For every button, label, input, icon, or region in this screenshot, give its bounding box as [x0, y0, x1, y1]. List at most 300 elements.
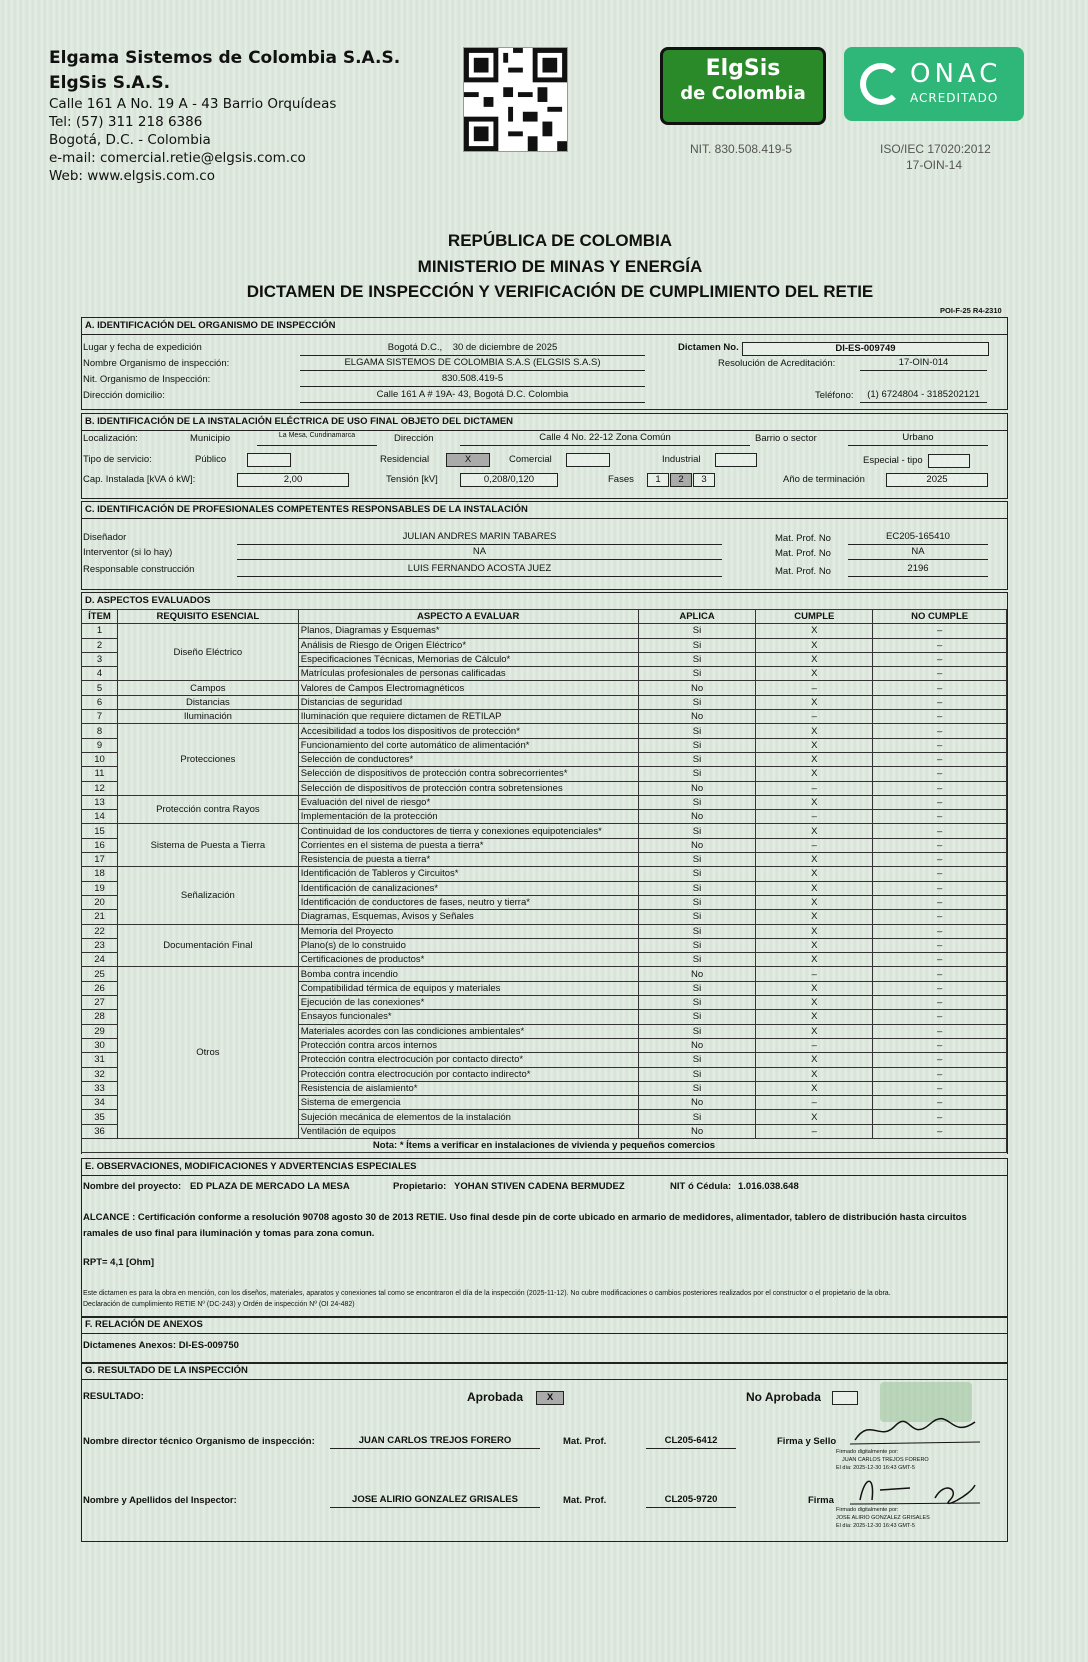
company-address: Calle 161 A No. 19 A - 43 Barrio Orquídeas — [49, 96, 337, 112]
field-proyecto: ED PLAZA DE MERCADO LA MESA — [190, 1181, 350, 1192]
onac-logo: ONAC ACREDITADO — [844, 47, 1024, 121]
field-interventor: NA — [237, 546, 722, 560]
title-dictamen: DICTAMEN DE INSPECCIÓN Y VERIFICACIÓN DE CUMPLIMIENTO DEL RETIE — [246, 282, 874, 301]
title-ministerio: MINISTERIO DE MINAS Y ENERGÍA — [417, 257, 703, 276]
field-mat-inspector: CL205-9720 — [646, 1494, 736, 1508]
signature-director-icon — [850, 1412, 980, 1450]
aspecto-cell: Iluminación que requiere dictamen de RETILAP — [298, 710, 638, 724]
digital-signature-inspector: Firmado digitalmente por: JOSE ALIRIO GONZALEZ GRISALES El día: 2025-12-30 16:43 GMT-5 — [836, 1507, 930, 1529]
aspecto-cell: Selección de dispositivos de protección contra sobretensiones — [298, 781, 638, 795]
cumple-cell: X — [756, 624, 873, 638]
row-item-number: 17 — [82, 853, 118, 867]
no-cumple-cell: – — [873, 1124, 1007, 1138]
nota-dictamen: Este dictamen es para la obra en mención, con los diseños, materiales, aparatos y conexiones tal como se encontraron el día de la inspección (2025-11-12). No cubre modificaciones o cambios posteriores realizados por el constructor o el propietario de la obra. — [83, 1290, 891, 1297]
cumple-cell: X — [756, 767, 873, 781]
no-cumple-cell: – — [873, 1010, 1007, 1024]
row-item-number: 34 — [82, 1096, 118, 1110]
row-item-number: 31 — [82, 1053, 118, 1067]
aspecto-cell: Diagramas, Esquemas, Avisos y Señales — [298, 910, 638, 924]
label-municipio: Municipio — [190, 433, 231, 444]
cumple-cell: X — [756, 795, 873, 809]
requisito-cell: Señalización — [117, 867, 298, 924]
cumple-cell: – — [756, 710, 873, 724]
label-direccion: Dirección — [394, 433, 434, 444]
aplica-cell: Si — [638, 981, 756, 995]
no-cumple-cell: – — [873, 652, 1007, 666]
field-nombre-org: ELGAMA SISTEMOS DE COLOMBIA S.A.S (ELGSIS S.A.S) — [300, 357, 645, 371]
no-cumple-cell: – — [873, 838, 1007, 852]
no-cumple-cell: – — [873, 738, 1007, 752]
aspecto-cell: Certificaciones de productos* — [298, 953, 638, 967]
aspecto-cell: Implementación de la protección — [298, 810, 638, 824]
row-item-number: 30 — [82, 1038, 118, 1052]
aspecto-cell: Resistencia de puesta a tierra* — [298, 853, 638, 867]
no-cumple-cell: – — [873, 1096, 1007, 1110]
field-inspector: JOSE ALIRIO GONZALEZ GRISALES — [330, 1494, 540, 1508]
fase-3: 3 — [693, 473, 715, 487]
cumple-cell: – — [756, 1124, 873, 1138]
field-anio: 2025 — [886, 473, 988, 487]
row-item-number: 9 — [82, 738, 118, 752]
field-responsable: LUIS FERNANDO ACOSTA JUEZ — [237, 563, 722, 577]
no-cumple-cell: – — [873, 695, 1007, 709]
aspecto-cell: Corrientes en el sistema de puesta a tierra* — [298, 838, 638, 852]
row-item-number: 33 — [82, 1081, 118, 1095]
aplica-cell: No — [638, 710, 756, 724]
aplica-cell: Si — [638, 910, 756, 924]
field-resolucion: 17-OIN-014 — [860, 357, 987, 371]
table-row — [82, 824, 1007, 838]
aspecto-cell: Materiales acordes con las condiciones ambientales* — [298, 1024, 638, 1038]
no-cumple-cell: – — [873, 1038, 1007, 1052]
no-cumple-cell: – — [873, 1053, 1007, 1067]
row-item-number: 23 — [82, 938, 118, 952]
no-cumple-cell: – — [873, 767, 1007, 781]
label-comercial: Comercial — [509, 454, 552, 465]
cumple-cell: X — [756, 667, 873, 681]
aspecto-cell: Evaluación del nivel de riesgo* — [298, 795, 638, 809]
nit-label: NIT. 830.508.419-5 — [690, 142, 793, 156]
no-cumple-cell: – — [873, 953, 1007, 967]
no-cumple-cell: – — [873, 1110, 1007, 1124]
checkbox-especial[interactable] — [928, 454, 970, 468]
aspecto-cell: Plano(s) de lo construido — [298, 938, 638, 952]
row-item-number: 5 — [82, 681, 118, 695]
row-item-number: 32 — [82, 1067, 118, 1081]
label-telefono: Teléfono: — [815, 390, 854, 401]
cumple-cell: – — [756, 1096, 873, 1110]
no-cumple-cell: – — [873, 667, 1007, 681]
row-item-number: 26 — [82, 981, 118, 995]
aplica-cell: Si — [638, 667, 756, 681]
row-item-number: 14 — [82, 810, 118, 824]
label-inspector: Nombre y Apellidos del Inspector: — [83, 1495, 237, 1506]
no-cumple-cell: – — [873, 1081, 1007, 1095]
row-item-number: 21 — [82, 910, 118, 924]
cumple-cell: X — [756, 1067, 873, 1081]
label-fases: Fases — [608, 474, 634, 485]
company-email: e-mail: comercial.retie@elgsis.com.co — [49, 150, 306, 166]
label-nombre-org: Nombre Organismo de inspección: — [83, 358, 230, 369]
row-item-number: 16 — [82, 838, 118, 852]
col-no-cumple: NO CUMPLE — [873, 610, 1007, 624]
table-row — [82, 924, 1007, 938]
cumple-cell: X — [756, 981, 873, 995]
aspecto-cell: Análisis de Riesgo de Origen Eléctrico* — [298, 638, 638, 652]
cumple-cell: – — [756, 781, 873, 795]
digital-signature-director: Firmado digitalmente por: JUAN CARLOS TREJOS FORERO El día: 2025-12-30 16:43 GMT-5 — [836, 1449, 929, 1471]
col-aplica: APLICA — [638, 610, 756, 624]
aspecto-cell: Sujeción mecánica de elementos de la instalación — [298, 1110, 638, 1124]
section-d-header: D. ASPECTOS EVALUADOS — [85, 595, 211, 606]
nota-declaracion: Declaración de cumplimiento RETIE Nº (DC-243) y Ordén de inspección Nº (OI 24-482) — [83, 1301, 355, 1308]
label-nit-org: Nit. Organismo de Inspección: — [83, 374, 211, 385]
checkbox-no-aprobada[interactable] — [832, 1391, 858, 1405]
cumple-cell: X — [756, 738, 873, 752]
no-cumple-cell: – — [873, 1024, 1007, 1038]
no-cumple-cell: – — [873, 710, 1007, 724]
aspecto-cell: Memoria del Proyecto — [298, 924, 638, 938]
no-cumple-cell: – — [873, 624, 1007, 638]
row-item-number: 2 — [82, 638, 118, 652]
no-cumple-cell: – — [873, 881, 1007, 895]
requisito-cell: Protección contra Rayos — [117, 795, 298, 824]
no-cumple-cell: – — [873, 781, 1007, 795]
no-cumple-cell: – — [873, 853, 1007, 867]
aplica-cell: No — [638, 1096, 756, 1110]
row-item-number: 11 — [82, 767, 118, 781]
checkbox-comercial[interactable] — [566, 453, 610, 467]
company-phone: Tel: (57) 311 218 6386 — [49, 114, 203, 130]
label-no-aprobada: No Aprobada — [746, 1390, 821, 1404]
row-item-number: 3 — [82, 652, 118, 666]
table-row — [82, 867, 1007, 881]
aplica-cell: Si — [638, 1010, 756, 1024]
requisito-cell: Distancias — [117, 695, 298, 709]
label-aprobada: Aprobada — [467, 1390, 524, 1404]
row-item-number: 1 — [82, 624, 118, 638]
aspecto-cell: Resistencia de aislamiento* — [298, 1081, 638, 1095]
aspecto-cell: Ensayos funcionales* — [298, 1010, 638, 1024]
cumple-cell: X — [756, 638, 873, 652]
aplica-cell: No — [638, 1038, 756, 1052]
row-item-number: 8 — [82, 724, 118, 738]
company-city: Bogotá, D.C. - Colombia — [49, 132, 211, 148]
field-municipio: La Mesa, Cundinamarca — [257, 432, 377, 446]
aplica-cell: Si — [638, 824, 756, 838]
requisito-cell: Iluminación — [117, 710, 298, 724]
label-especial: Especial - tipo — [863, 455, 923, 466]
iso-code: 17-OIN-14 — [906, 158, 963, 172]
label-publico: Público — [195, 454, 227, 465]
cumple-cell: X — [756, 910, 873, 924]
table-row — [82, 624, 1007, 638]
label-mat-inspector: Mat. Prof. — [563, 1495, 607, 1506]
no-cumple-cell: – — [873, 752, 1007, 766]
row-item-number: 25 — [82, 967, 118, 981]
cumple-cell: X — [756, 1010, 873, 1024]
cumple-cell: X — [756, 895, 873, 909]
aplica-cell: Si — [638, 924, 756, 938]
row-item-number: 15 — [82, 824, 118, 838]
label-firma-sello: Firma y Sello — [777, 1436, 837, 1447]
field-mat-responsable: 2196 — [848, 563, 988, 577]
section-c-header: C. IDENTIFICACIÓN DE PROFESIONALES COMPETENTES RESPONSABLES DE LA INSTALACIÓN — [82, 502, 1007, 519]
aplica-cell: No — [638, 810, 756, 824]
aspecto-cell: Valores de Campos Electromagnéticos — [298, 681, 638, 695]
company-name: Elgama Sistemos de Colombia S.A.S. — [49, 48, 401, 68]
requisito-cell: Documentación Final — [117, 924, 298, 967]
cumple-cell: X — [756, 953, 873, 967]
row-item-number: 28 — [82, 1010, 118, 1024]
field-disenador: JULIAN ANDRES MARIN TABARES — [237, 531, 722, 545]
row-item-number: 24 — [82, 953, 118, 967]
label-residencial: Residencial — [380, 454, 430, 465]
no-cumple-cell: – — [873, 924, 1007, 938]
no-cumple-cell: – — [873, 867, 1007, 881]
section-e-header: E. OBSERVACIONES, MODIFICACIONES Y ADVERTENCIAS ESPECIALES — [82, 1159, 1007, 1176]
no-cumple-cell: – — [873, 795, 1007, 809]
cumple-cell: X — [756, 824, 873, 838]
aplica-cell: Si — [638, 1024, 756, 1038]
section-f-header: F. RELACIÓN DE ANEXOS — [82, 1317, 1007, 1334]
aspecto-cell: Compatibilidad térmica de equipos y materiales — [298, 981, 638, 995]
aplica-cell: Si — [638, 738, 756, 752]
aplica-cell: Si — [638, 895, 756, 909]
aspecto-cell: Ventilación de equipos — [298, 1124, 638, 1138]
aplica-cell: Si — [638, 953, 756, 967]
alcance-text: ALCANCE : Certificación conforme a resolución 90708 agosto 30 de 2013 RETIE. Uso final desde pin de corte ubicado en armario de medidores, alimentador, tablero de distribución hasta circuitos ramales de uso final para iluminación y tomas para zona comun. — [83, 1212, 967, 1239]
label-mat-disenador: Mat. Prof. No — [775, 533, 831, 544]
label-anio: Año de terminación — [783, 474, 865, 485]
row-item-number: 20 — [82, 895, 118, 909]
field-direccion-org: Calle 161 A # 19A- 43, Bogotá D.C. Colombia — [300, 389, 645, 403]
label-tipo-servicio: Tipo de servicio: — [83, 454, 152, 465]
field-director: JUAN CARLOS TREJOS FORERO — [330, 1435, 540, 1449]
checkbox-residencial[interactable]: X — [446, 453, 490, 467]
aplica-cell: No — [638, 781, 756, 795]
label-tension: Tensión [kV] — [386, 474, 438, 485]
label-proyecto: Nombre del proyecto: — [83, 1181, 182, 1192]
label-industrial: Industrial — [662, 454, 701, 465]
cumple-cell: – — [756, 810, 873, 824]
aplica-cell: Si — [638, 1067, 756, 1081]
rpt-value: RPT= 4,1 [Ohm] — [83, 1257, 154, 1268]
iso-label: ISO/IEC 17020:2012 — [880, 142, 991, 156]
label-resolucion: Resolución de Acreditación: — [718, 358, 836, 369]
label-responsable: Responsable construcción — [83, 564, 195, 575]
onac-circle-icon — [860, 63, 902, 105]
fase-1: 1 — [647, 473, 669, 487]
aspects-table — [81, 609, 1007, 1153]
aspecto-cell: Planos, Diagramas y Esquemas* — [298, 624, 638, 638]
cumple-cell: X — [756, 695, 873, 709]
row-item-number: 10 — [82, 752, 118, 766]
field-dictamen: DI-ES-009749 — [742, 342, 989, 356]
aplica-cell: No — [638, 681, 756, 695]
cumple-cell: X — [756, 1081, 873, 1095]
field-propietario: YOHAN STIVEN CADENA BERMUDEZ — [454, 1181, 625, 1192]
table-row — [82, 724, 1007, 738]
field-direccion: Calle 4 No. 22-12 Zona Común — [460, 432, 750, 446]
cumple-cell: – — [756, 1038, 873, 1052]
label-localizacion: Localización: — [83, 433, 138, 444]
requisito-cell: Protecciones — [117, 724, 298, 795]
requisito-cell: Sistema de Puesta a Tierra — [117, 824, 298, 867]
checkbox-industrial[interactable] — [715, 453, 757, 467]
label-interventor: Interventor (si lo hay) — [83, 547, 173, 558]
row-item-number: 6 — [82, 695, 118, 709]
cumple-cell: X — [756, 867, 873, 881]
no-cumple-cell: – — [873, 910, 1007, 924]
cumple-cell: X — [756, 1110, 873, 1124]
section-a-header: A. IDENTIFICACIÓN DEL ORGANISMO DE INSPECCIÓN — [82, 318, 1007, 335]
aplica-cell: Si — [638, 795, 756, 809]
label-director: Nombre director técnico Organismo de inspección: — [83, 1436, 315, 1447]
aspecto-cell: Matrículas profesionales de personas calificadas — [298, 667, 638, 681]
no-cumple-cell: – — [873, 681, 1007, 695]
no-cumple-cell: – — [873, 810, 1007, 824]
col-requisito: REQUISITO ESENCIAL — [117, 610, 298, 624]
section-g-header: G. RESULTADO DE LA INSPECCIÓN — [82, 1363, 1007, 1380]
aspecto-cell: Ejecución de las conexiones* — [298, 996, 638, 1010]
table-row — [82, 695, 1007, 709]
cumple-cell: X — [756, 853, 873, 867]
label-nit-cedula: NIT ó Cédula: — [670, 1181, 732, 1192]
cumple-cell: – — [756, 967, 873, 981]
no-cumple-cell: – — [873, 967, 1007, 981]
aplica-cell: No — [638, 967, 756, 981]
row-item-number: 29 — [82, 1024, 118, 1038]
row-item-number: 36 — [82, 1124, 118, 1138]
requisito-cell: Otros — [117, 967, 298, 1139]
aplica-cell: Si — [638, 996, 756, 1010]
cumple-cell: X — [756, 938, 873, 952]
row-item-number: 4 — [82, 667, 118, 681]
no-cumple-cell: – — [873, 1067, 1007, 1081]
table-row — [82, 967, 1007, 981]
label-disenador: Diseñador — [83, 532, 127, 543]
aplica-cell: Si — [638, 638, 756, 652]
aplica-cell: No — [638, 1124, 756, 1138]
row-item-number: 27 — [82, 996, 118, 1010]
aspecto-cell: Sistema de emergencia — [298, 1096, 638, 1110]
row-item-number: 35 — [82, 1110, 118, 1124]
field-tension: 0,208/0,120 — [460, 473, 558, 487]
no-cumple-cell: – — [873, 895, 1007, 909]
elgsis-logo: ElgSis de Colombia — [660, 47, 826, 125]
cumple-cell: X — [756, 1053, 873, 1067]
table-header-row — [82, 610, 1007, 624]
label-dictamen: Dictamen No. — [678, 342, 739, 353]
aplica-cell: Si — [638, 938, 756, 952]
no-cumple-cell: – — [873, 981, 1007, 995]
requisito-cell: Campos — [117, 681, 298, 695]
company-short-name: ElgSis S.A.S. — [49, 73, 171, 93]
qr-code-icon — [463, 47, 568, 152]
label-direccion-org: Dirección domicilio: — [83, 390, 165, 401]
field-mat-interventor: NA — [848, 546, 988, 560]
label-capacidad: Cap. Instalada [kVA ó kW]: — [83, 474, 196, 485]
cumple-cell: – — [756, 681, 873, 695]
row-item-number: 19 — [82, 881, 118, 895]
no-cumple-cell: – — [873, 638, 1007, 652]
company-web: Web: www.elgsis.com.co — [49, 168, 215, 184]
cumple-cell: X — [756, 752, 873, 766]
aplica-cell: Si — [638, 652, 756, 666]
aspecto-cell: Protección contra electrocución por contacto indirecto* — [298, 1067, 638, 1081]
aspecto-cell: Accesibilidad a todos los dispositivos de protección* — [298, 724, 638, 738]
cumple-cell: X — [756, 924, 873, 938]
cumple-cell: X — [756, 724, 873, 738]
label-resultado: RESULTADO: — [83, 1391, 144, 1402]
aplica-cell: Si — [638, 867, 756, 881]
aspecto-cell: Continuidad de los conductores de tierra y conexiones equipotenciales* — [298, 824, 638, 838]
aspecto-cell: Protección contra arcos internos — [298, 1038, 638, 1052]
title-republica: REPÚBLICA DE COLOMBIA — [447, 231, 673, 250]
table-row — [82, 795, 1007, 809]
no-cumple-cell: – — [873, 938, 1007, 952]
field-mat-disenador: EC205-165410 — [848, 531, 988, 545]
aplica-cell: Si — [638, 881, 756, 895]
cumple-cell: X — [756, 881, 873, 895]
field-nit-cedula: 1.016.038.648 — [738, 1181, 799, 1192]
label-mat-interventor: Mat. Prof. No — [775, 548, 831, 559]
aplica-cell: Si — [638, 1110, 756, 1124]
aplica-cell: Si — [638, 1053, 756, 1067]
aspecto-cell: Distancias de seguridad — [298, 695, 638, 709]
aspecto-cell: Protección contra electrocución por contacto directo* — [298, 1053, 638, 1067]
field-telefono: (1) 6724804 - 3185202121 — [860, 389, 987, 403]
row-item-number: 18 — [82, 867, 118, 881]
aplica-cell: Si — [638, 853, 756, 867]
aspecto-cell: Selección de conductores* — [298, 752, 638, 766]
aspecto-cell: Identificación de canalizaciones* — [298, 881, 638, 895]
col-aspecto: ASPECTO A EVALUAR — [298, 610, 638, 624]
no-cumple-cell: – — [873, 724, 1007, 738]
no-cumple-cell: – — [873, 824, 1007, 838]
aplica-cell: Si — [638, 767, 756, 781]
row-item-number: 12 — [82, 781, 118, 795]
cumple-cell: X — [756, 1024, 873, 1038]
no-cumple-cell: – — [873, 996, 1007, 1010]
aplica-cell: Si — [638, 1081, 756, 1095]
cumple-cell: X — [756, 996, 873, 1010]
label-lugar: Lugar y fecha de expedición — [83, 342, 202, 353]
field-mat-director: CL205-6412 — [646, 1435, 736, 1449]
field-capacidad: 2,00 — [237, 473, 349, 487]
form-code: POI-F-25 R4-2310 — [940, 306, 1002, 315]
checkbox-aprobada[interactable]: X — [536, 1391, 564, 1405]
table-row — [82, 710, 1007, 724]
table-row — [82, 681, 1007, 695]
label-mat-director: Mat. Prof. — [563, 1436, 607, 1447]
row-item-number: 13 — [82, 795, 118, 809]
aspecto-cell: Bomba contra incendio — [298, 967, 638, 981]
aplica-cell: Si — [638, 695, 756, 709]
checkbox-publico[interactable] — [247, 453, 291, 467]
cumple-cell: X — [756, 652, 873, 666]
col-item: ÍTEM — [82, 610, 118, 624]
cumple-cell: – — [756, 838, 873, 852]
label-barrio: Barrio o sector — [755, 433, 817, 444]
aplica-cell: Si — [638, 624, 756, 638]
aspecto-cell: Identificación de conductores de fases, neutro y tierra* — [298, 895, 638, 909]
anexos-text: Dictamenes Anexos: DI-ES-009750 — [83, 1340, 239, 1351]
section-b-header: B. IDENTIFICACIÓN DE LA INSTALACIÓN ELÉCTRICA DE USO FINAL OBJETO DEL DICTAMEN — [82, 414, 1007, 431]
label-propietario: Propietario: — [393, 1181, 447, 1192]
aplica-cell: Si — [638, 724, 756, 738]
